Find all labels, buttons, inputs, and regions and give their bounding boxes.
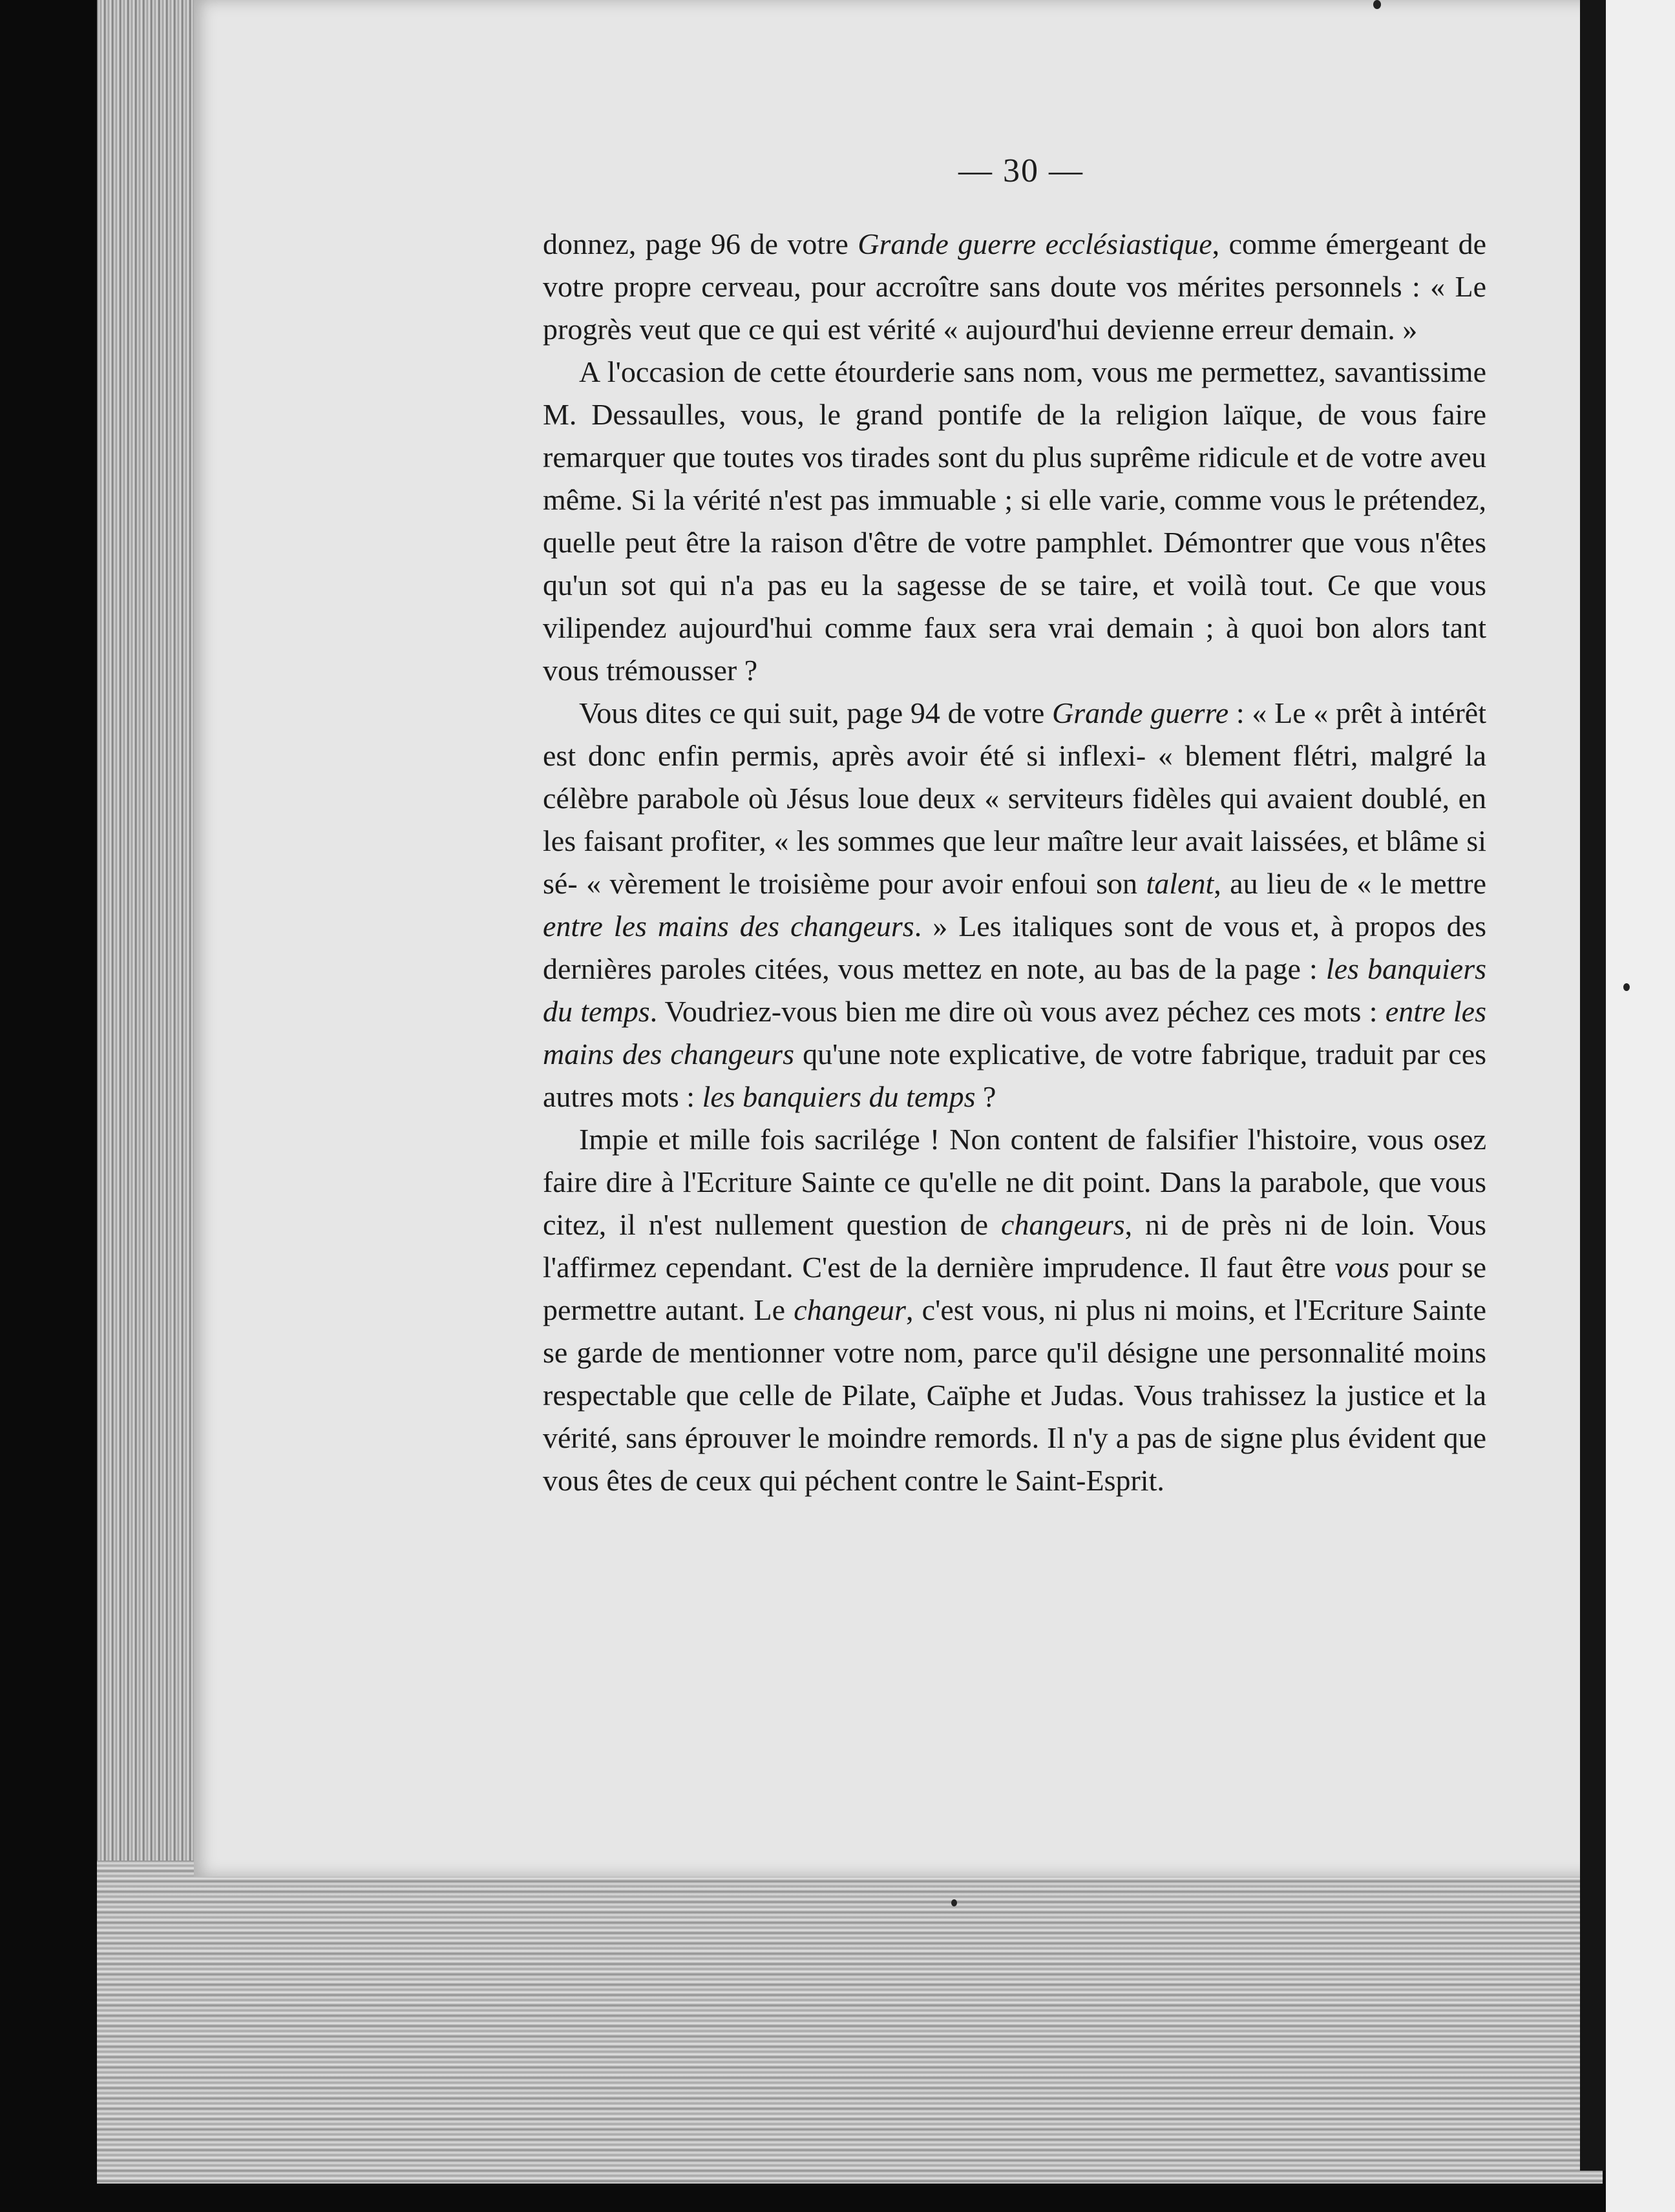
gutter-shadow (1580, 0, 1606, 2171)
paragraph (543, 351, 1486, 692)
stray-mark (951, 1899, 957, 1906)
stray-mark (1373, 0, 1381, 9)
page-number: — 30 — (958, 152, 1084, 189)
text-run: . » Les italiques sont de vous et, à propos des dernières paroles citées, vous mettez en note, au bas de la page : (543, 910, 1486, 985)
text-run: : « Le « prêt à intérêt est donc enfin permis, après avoir été si inflexi- « blement flétri, malgré la célèbre parabole où Jésus loue deux « serviteurs fidèles qui avaient doublé, en les faisant profiter, « les sommes que leur maître leur avait laissées, et blâme si sé- « vèrement le troisième pour avoir enfoui son (543, 696, 1486, 900)
book-page-edges-bottom (97, 1861, 1603, 2184)
italic-text: les banquiers du temps (702, 1080, 976, 1113)
text-run: donnez, page 96 de votre (543, 227, 858, 260)
stray-mark (1623, 983, 1630, 991)
italic-text: les banquiers du temps (543, 952, 1486, 1028)
italic-text: entre les mains des changeurs (543, 995, 1486, 1070)
text-run: Vous dites ce qui suit, page 94 de votre (579, 696, 1052, 729)
text-run: qu'une note explicative, de votre fabrique, traduit par ces autres mots : (543, 1038, 1487, 1113)
text-run: , c'est vous, ni plus ni moins, et l'Ecriture Sainte se garde de mentionner votre nom, parce qu'il désigne une personnalité moins respectable que celle de Pilate, Caïphe et Judas. Vous trahissez la justice et la vérité, sans éprouver le moindre remords. Il n'y a pas de signe plus évident que vous êtes de ceux qui péchent contre le Saint-Esprit. (543, 1293, 1486, 1497)
text-run: , ni de près ni de loin. Vous l'affirmez cependant. C'est de la dernière imprudence. Il faut être (543, 1208, 1486, 1284)
text-run: ? (975, 1080, 996, 1113)
facing-page-strip (1606, 0, 1675, 2212)
paragraph (543, 223, 1486, 351)
italic-text: Grande guerre ecclésiastique (858, 227, 1212, 260)
text-run: A l'occasion de cette étourderie sans nom, vous me permettez, savantissime M. Dessaulles, vous, le grand pontife de la religion laïque, de vous faire remarquer que toutes vos tirades sont du plus suprême ridicule et de votre aveu même. Si la vérité n'est pas immuable ; si elle varie, comme vous le prétendez, quelle peut être la raison d'être de votre pamphlet. Démontrer que vous n'êtes qu'un sot qui n'a pas eu la sagesse de se taire, et voilà tout. Ce que vous vilipendez aujourd'hui comme faux sera vrai demain ; à quoi bon alors tant vous trémousser ? (543, 355, 1486, 687)
italic-text: changeur (794, 1293, 906, 1326)
text-run: pour se permettre autant. Le (543, 1251, 1486, 1326)
italic-text: talent (1146, 867, 1214, 900)
italic-text: changeurs (1001, 1208, 1125, 1241)
body-text (543, 223, 1486, 1502)
paragraph (543, 1118, 1486, 1502)
italic-text: entre les mains des changeurs (543, 910, 914, 943)
text-run: Impie et mille fois sacrilége ! Non content de falsifier l'histoire, vous osez faire dire à l'Ecriture Sainte ce qu'elle ne dit point. Dans la parabole, que vous citez, il n'est nullement question de (543, 1123, 1486, 1241)
italic-text: Grande guerre (1051, 696, 1229, 729)
italic-text: vous (1334, 1251, 1389, 1284)
text-run: , au lieu de « le mettre (1214, 867, 1486, 900)
paragraph (543, 692, 1486, 1118)
text-run: , comme émergeant de votre propre cerveau, pour accroître sans doute vos mérites personnels : « Le progrès veut que ce qui est vérité « aujourd'hui devienne erreur demain. » (543, 227, 1486, 346)
text-run: . Voudriez-vous bien me dire où vous avez péchez ces mots : (649, 995, 1385, 1028)
